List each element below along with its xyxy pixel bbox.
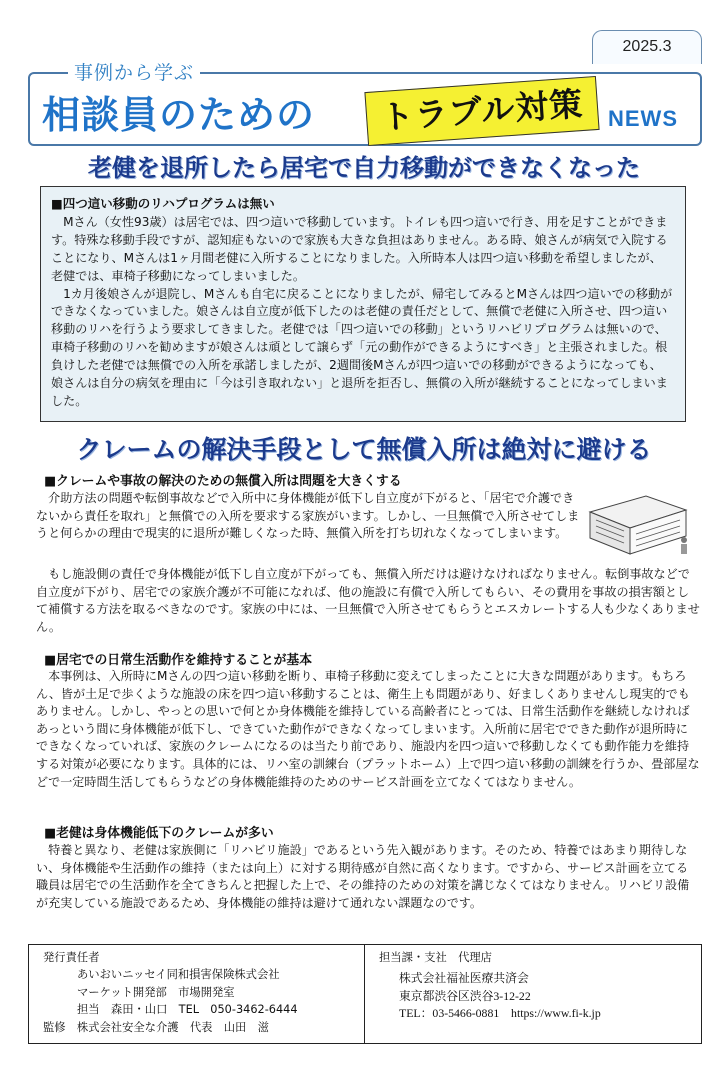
- news-label: NEWS: [608, 106, 678, 131]
- section2-title: ■居宅での日常生活動作を維持することが基本: [44, 653, 313, 668]
- publisher-info: [29, 945, 365, 1043]
- agency-name: 株式会社福祉医療共済会: [399, 971, 529, 986]
- trouble-label: トラブル対策: [364, 76, 599, 146]
- facility-building-icon: [586, 490, 694, 560]
- section2-paragraph: 本事例は、入所時にMさんの四つ這い移動を断り、車椅子移動に変えてしまったことに大きな問題があります。もちろん、皆が土足で歩くような施設の床を四つ這い移動することは、衛生上も問題があり、好ましくありませんし現実的でもありません。しかし、やっとの思いで何とか身体機能を維持している高齢者にとっては、日常生活動作を継続しなければあっという間に身体機能が低下し、できていた動作ができなくなってしまいます。入所前に居宅でできた動作が退所時にできなくなっていれば、家族のクレームになるのは当たり前であり、施設内を四つ這いで移動しなくても動作能力を維持する対策が必要になります。具体的には、リハ室の訓練台（プラットホーム）上で四つ這い移動の訓練を行うか、畳部屋などで一定時間生活してもらうなどの身体機能維持のためのサービス計画を立てなくてはなりません。: [36, 669, 700, 789]
- publisher-contact: 担当 森田・山口 TEL 050-3462-6444: [77, 1003, 298, 1017]
- section1-paragraph-1: 介助方法の問題や転倒事故などで入所中に身体機能が低下し自立度が下がると、「居宅で介護できないから責任を取れ」と無償での入所を要求する家族がいます。しかし、一旦無償で入所させてしまうと何らかの理由で現実的に退所が難しくなった時、無償入所を打ち切れなくなってしまいます。: [36, 491, 580, 541]
- header-title: 相談員のための: [42, 93, 316, 137]
- publisher-company: あいおいニッセイ同和損害保険株式会社: [77, 968, 280, 982]
- section3-paragraph: 特養と異なり、老健は家族側に「リハビリ施設」であるという先入観があります。そのため、特養ではあまり期待しない、身体機能や生活動作の維持（または向上）に対する期待感が自然に高くなります。ですから、サービス計画を立てる職員は居宅での生活動作を全てきちんと把握した上で、その維持のための対策を講じなくてはなりません。リハビリ設備が充実している施設であるため、身体機能の維持は避けて通れない課題なのです。: [36, 843, 690, 910]
- header-subtitle: 事例から学ぶ: [68, 58, 200, 85]
- publisher-department: マーケット開発部 市場開発室: [77, 985, 235, 999]
- agency-address: 東京都渋谷区渋谷3-12-22: [399, 988, 531, 1003]
- headline-case: 老健を退所したら居宅で自力移動ができなくなった: [88, 154, 640, 182]
- issue-date: 2025.3: [592, 30, 702, 64]
- publisher-label: 発行責任者: [43, 951, 100, 964]
- agency-info: [365, 945, 701, 1043]
- agency-label: 担当課・支社 代理店: [379, 951, 492, 964]
- case-paragraph-2: 1カ月後娘さんが退院し、Mさんも自宅に戻ることになりましたが、帰宅してみるとMさんは四つ這いでの移動ができなくなっていました。娘さんは自立度が低下したのは老健の責任だとして、無償で老健に入所させ、四つ這い移動のリハを行うよう要求してきました。老健では「四つ這いでの移動」というリハビリプログラムは無いので、車椅子移動のリハを勧めますが娘さんは頑として譲らず「元の動作ができるようにすべき」と主張されました。根負けした老健では無償での入所を承諾しましたが、2週間後Mさんが四つ這いでの移動ができるようになっても、娘さんは自分の病気を理由に「今は引き取れない」と退所を拒否し、無償の入所が継続することになってしまいました。: [51, 286, 673, 408]
- case-paragraph-1: Mさん（女性93歳）は居宅では、四つ這いで移動しています。トイレも四つ這いで行き、用を足すことができます。特殊な移動手段ですが、認知症もないので家族も大きな負担はありません。ある時、娘さんが病気で入院することになり、Mさんは1ヶ月間老健に入所することになりました。入所時本人は四つ這い移動を希望しましたが、老健では、車椅子移動になってしまいました。: [51, 214, 668, 283]
- case-box: [40, 186, 686, 422]
- case-title: ■四つ這い移動のリハプログラムは無い: [51, 196, 275, 211]
- section1-title: ■クレームや事故の解決のための無償入所は問題を大きくする: [44, 474, 402, 489]
- section1-paragraph-2: もし施設側の責任で身体機能が低下し自立度が下がっても、無償入所だけは避けなければなりません。転倒事故などで自立度が下がり、居宅での家族介護が不可能になれば、他の施設に有償で入所してもらい、その費用を事故の損害額として補償する方法を取るべきなのです。家族の中には、一旦無償で入所させてもらうとエスカレートする人も少なくありません。: [36, 567, 700, 634]
- supervision: 監修 株式会社安全な介護 代表 山田 滋: [43, 1020, 269, 1034]
- section3-title: ■老健は身体機能低下のクレームが多い: [44, 826, 274, 841]
- footer: [28, 944, 702, 1044]
- agency-contact: TEL：03-5466-0881 https://www.fi-k.jp: [399, 1006, 601, 1021]
- headline-solution: クレームの解決手段として無償入所は絶対に避ける: [76, 435, 652, 464]
